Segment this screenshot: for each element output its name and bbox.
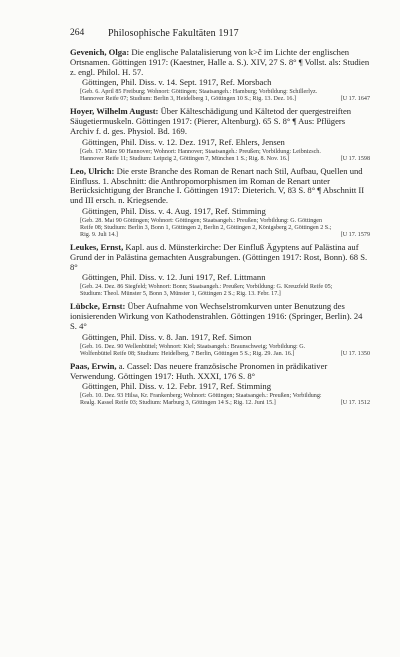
entry-author: Paas, Erwin, [70, 360, 117, 371]
bibliography-entry [70, 243, 370, 298]
entry-dissertation-line: Göttingen, Phil. Diss. v. 4. Aug. 1917, Ref. Stimming [82, 205, 266, 216]
entry-note-text: [Geb. 28. Mai 90 Göttingen; Wohnort: Göttingen; Staatsangeh.: Preußen; Vorbildung: G. Göttingen Reife 08; Studium: Berlin 3, Bonn 1, Göttingen 2, Berlin 2, Göttingen 2, Königsberg 2, Göttingen 2 S.; Rig. 9. Juli 14.] [80, 217, 332, 238]
bibliography-entry [70, 362, 370, 408]
entry-catalog-code: [U 17. 1598 [340, 155, 370, 162]
entry-author: Lübcke, Ernst: [70, 301, 126, 312]
bibliography-entry [70, 302, 370, 357]
entry-note-text: [Geb. 10. Dez. 93 Hilsa, Kr. Frankenberg; Wohnort: Göttingen; Staatsangeh.: Preußen; Vorbildung: Realg. Kassel Reife 03; Studium: Marburg 3, Göttingen 14 S.; Rig. 12. Juni 15.] [80, 393, 322, 407]
entry-dissertation-line: Göttingen, Phil. Diss. v. 14. Sept. 1917, Ref. Morsbach [82, 77, 272, 88]
page-header [70, 28, 370, 42]
entry-dissertation-line: Göttingen, Phil. Diss. v. 8. Jan. 1917, Ref. Simon [82, 331, 252, 342]
entry-citation [70, 107, 370, 136]
entry-author: Gevenich, Olga: [70, 47, 130, 57]
running-title: Philosophische Fakultäten 1917 [108, 28, 239, 39]
entry-note-text: [Geb. 16. Dez. 90 Wellenbüttel; Wohnort: Kiel; Staatsangeh.: Braunschweig; Vorbildung: G. Wolfenbüttel Reife 08; Studium: Heidelberg, 7 Berlin, Göttingen 5 S.; Rig. 29. Jan. 16.] [80, 343, 306, 357]
entry-dissertation-line: Göttingen, Phil. Diss. v. 12. Febr. 1917, Ref. Stimming [82, 381, 271, 392]
entry-title: a. Cassel: Das neuere französische Pronomen in prädikativer Verwendung. Göttingen 1917: Huth. XXXI, 176 S. 8° [70, 360, 328, 381]
entry-biographical-note [80, 89, 370, 103]
page-number: 264 [70, 28, 85, 38]
entry-catalog-code: [U 17. 1579 [340, 231, 370, 238]
entry-biographical-note [80, 218, 370, 239]
entry-author: Leo, Ulrich: [70, 165, 115, 176]
bibliography-entry [70, 48, 370, 103]
entry-biographical-note [80, 284, 370, 298]
entry-author: Hoyer, Wilhelm August: [70, 106, 159, 117]
entry-biographical-note [80, 149, 370, 163]
entry-title: Über Kälteschädigung und Kältetod der quergestreiften Säugetiermuskeln. Göttingen 1917: (Pierer, Altenburg). 65 S. 8° ¶ Aus: Pflügers Archiv f. d. ges. Physiol. Bd. 169. [70, 106, 352, 136]
entry-dissertation-line: Göttingen, Phil. Diss. v. 12. Juni 1917, Ref. Littmann [82, 272, 266, 283]
entry-dissertation-line: Göttingen, Phil. Diss. v. 12. Dez. 1917, Ref. Ehlers, Jensen [82, 136, 285, 147]
entry-biographical-note [80, 344, 370, 358]
entry-title: Die englische Palatalisierung von k>č im Lichte der englischen Ortsnamen. Göttingen 1917: (Kaestner, Halle a. S.). XIV, 27 S. 8° ¶ Vollst. als: Studien z. engl. Philol. H. 57. [70, 47, 370, 77]
entry-author: Leukes, Ernst, [70, 242, 124, 253]
entry-citation [70, 302, 370, 331]
entry-note-text: [Geb. 24. Dez. 86 Siegfeld; Wohnort: Bonn; Staatsangeh.: Preußen; Vorbildung: G. Kreuzfeld Reife 05; Studium: Theol. Münster 5, Bonn 3, Münster 1, Göttingen 2 S.; Rig. 13. Febr. 17.] [80, 284, 333, 298]
entry-citation [70, 48, 370, 77]
entry-title: Die erste Branche des Roman de Renart nach Stil, Aufbau, Quellen und Einfluss. 1. Abschnitt: die Anthropomorphismen im Roman de Renart unter Berücksichtigung der Branche I. Göttingen 1917: Dieterich. V, 83 S. 8° ¶ Abschnitt II und III ersch. n. Kriegsende. [70, 165, 365, 206]
entry-note-text: [Geb. 17. März 90 Hannover; Wohnort: Hannover; Staatsangeh.: Preußen; Vorbildung: Leibnizsch. Hannover Reife 11; Studium: Leipzig 2, Göttingen 7, München 1 S.; Rig. 8. Nov. 16.] [80, 148, 321, 162]
entry-catalog-code: [U 17. 1350 [340, 350, 370, 357]
entry-title: Kapl. aus d. Münsterkirche: Der Einfluß Ägyptens auf Palästina auf Grund der in Palästina gemachten Ausgrabungen. (Göttingen 1917: Rost, Bonn). 68 S. 8° [70, 242, 368, 272]
entry-catalog-code: [U 17. 1512 [340, 400, 370, 407]
entry-note-text: [Geb. 6. April 85 Freiburg; Wohnort: Göttingen; Staatsangeh.: Hamburg; Vorbildung: Schillerlyz. Hannover Reife 07; Studium: Berlin 3, Heidelberg 1, Göttingen 10 S.; Rig. 13. Dez. 16.] [80, 89, 318, 103]
bibliography-entry [70, 167, 370, 239]
entry-citation [70, 362, 370, 382]
entry-catalog-code: [U 17. 1647 [340, 96, 370, 103]
entries-column [70, 48, 370, 411]
bibliography-entry [70, 107, 370, 162]
entry-citation [70, 243, 370, 272]
entry-citation [70, 167, 370, 206]
entry-title: Über Aufnahme von Wechselstromkurven unter Benutzung des ionisierenden Wirkung von Kathodenstrahlen. Göttingen 1916: (Springer, Berlin). 24 S. 4° [70, 301, 363, 331]
entry-biographical-note [80, 393, 370, 407]
